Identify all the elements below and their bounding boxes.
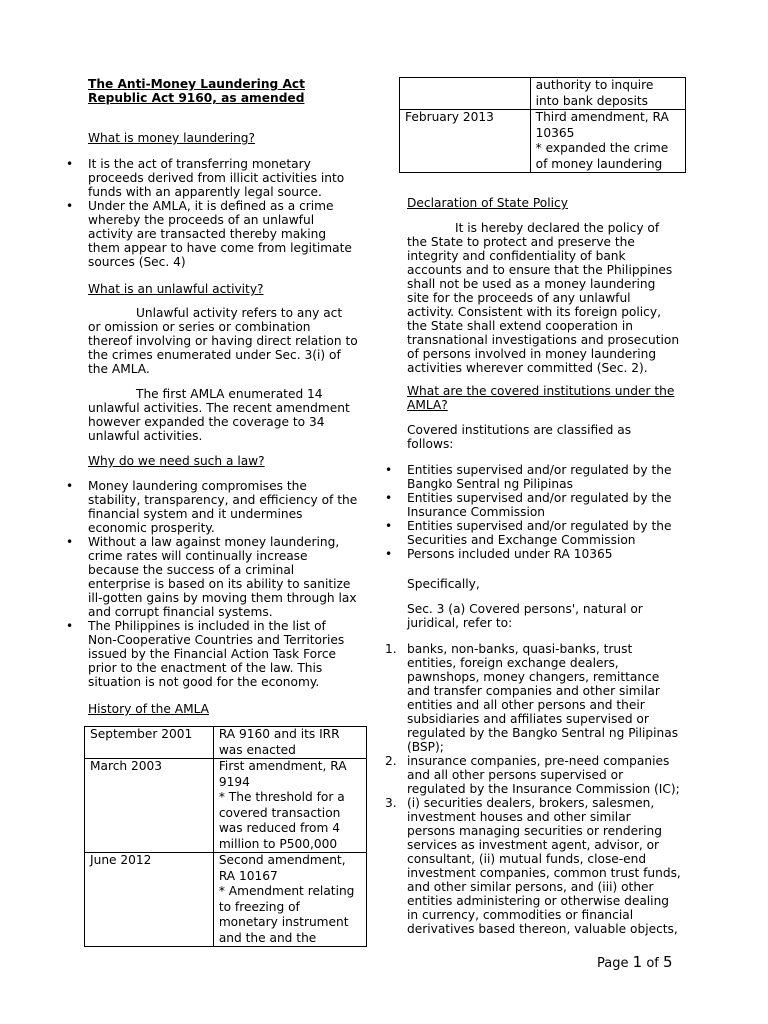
section-3a-intro: Sec. 3 (a) Covered persons', natural or juridical, refer to: [407,602,643,630]
table-row [85,727,367,759]
page-number-footer [597,955,673,971]
of-label: of [646,956,659,971]
covered-institutions-list [407,463,681,561]
list-item: • Under the AMLA, it is defined as a crime whereby the proceeds of an unlawful activity are transacted thereby making them appear to have come from legitimate sources (Sec. 4) [88,199,358,269]
table-row [400,110,686,173]
heading-why-need-law: Why do we need such a law? [88,454,265,468]
history-event: Third amendment, RA 10365 * expanded the crime of money laundering [530,110,685,173]
covered-persons-list [385,642,681,936]
list-item: • Without a law against money laundering, crime rates will continually increase because the success of a criminal enterprise is based on its ability to sanitize ill-gotten gains by moving them through lax and corrupt financial systems. [88,535,358,619]
total-pages: 5 [662,953,673,971]
list-item-text: (i) securities dealers, brokers, salesmen, investment houses and other similar persons managing securities or rendering services as investment agent, advisor, or consultant, (ii) mutual funds, close-end investment companies, common trust funds, and other similar persons, and (iii) other entities administering or otherwise dealing in currency, commodities or financial derivatives based thereon, valuable objects, [407,796,681,936]
table-row [85,759,367,853]
history-date: September 2001 [85,727,214,759]
specifically-label: Specifically, [407,577,480,591]
history-date: June 2012 [85,853,214,947]
history-event: RA 9160 and its IRR was enacted [213,727,366,759]
page-label: Page [597,956,629,971]
history-table [84,726,367,947]
heading-state-policy: Declaration of State Policy [407,196,568,210]
heading-unlawful-activity: What is an unlawful activity? [88,282,264,296]
list-number: 2. [385,754,397,768]
document-title: The Anti-Money Laundering Act Republic Act 9160, as amended [88,77,305,105]
list-item-text: insurance companies, pre-need companies and all other persons supervised or regulated by the Insurance Commission (IC); [407,754,680,796]
history-date: March 2003 [85,759,214,853]
history-event: First amendment, RA 9194 * The threshold for a covered transaction was reduced from 4 million to P500,000 [213,759,366,853]
history-event: Second amendment, RA 10167 * Amendment relating to freezing of monetary instrument and the and the [213,853,366,947]
list-number: 3. [385,796,397,810]
history-event: authority to inquire into bank deposits [530,78,685,110]
table-row [400,78,686,110]
table-row [85,853,367,947]
current-page: 1 [632,953,643,971]
list-item: • Entities supervised and/or regulated by the Securities and Exchange Commission [407,519,681,547]
history-date [400,78,531,110]
list-item [385,754,681,796]
list-item: • Money laundering compromises the stability, transparency, and efficiency of the financial system and it undermines economic prosperity. [88,479,358,535]
covered-intro: Covered institutions are classified as follows: [407,423,632,451]
list-item [385,642,681,754]
history-table-continued [399,77,686,173]
money-laundering-definition-list [88,157,358,269]
heading-what-is-money-laundering: What is money laundering? [88,131,256,145]
heading-history: History of the AMLA [88,702,209,716]
list-item: • Entities supervised and/or regulated by the Bangko Sentral ng Pilipinas [407,463,681,491]
unlawful-activity-paragraph-1: Unlawful activity refers to any act or omission or series or combination thereof involving or having direct relation to the crimes enumerated under Sec. 3(i) of the AMLA. [88,306,358,376]
list-number: 1. [385,642,397,656]
list-item: • Entities supervised and/or regulated by the Insurance Commission [407,491,681,519]
state-policy-paragraph: It is hereby declared the policy of the State to protect and preserve the integrity and confidentiality of bank accounts and to ensure that the Philippines shall not be used as a money laundering site for the proceeds of any unlawful activity. Consistent with its foreign policy, the State shall extend cooperation in transnational investigations and prosecution of persons involved in money laundering activities wherever committed (Sec. 2). [407,221,680,375]
list-item: • Persons included under RA 10365 [407,547,681,561]
history-date: February 2013 [400,110,531,173]
list-item: • The Philippines is included in the list of Non-Cooperative Countries and Territories issued by the Financial Action Task Force prior to the enactment of the law. This situation is not good for the economy. [88,619,358,689]
list-item [385,796,681,936]
list-item-text: banks, non-banks, quasi-banks, trust entities, foreign exchange dealers, pawnshops, money changers, remittance and transfer companies and other similar entities and all other persons and their subsidiaries and affiliates supervised or regulated by the Bangko Sentral ng Pilipinas (BSP); [407,642,679,754]
unlawful-activity-paragraph-2: The first AMLA enumerated 14 unlawful activities. The recent amendment however expanded the coverage to 34 unlawful activities. [88,387,350,443]
list-item: • It is the act of transferring monetary proceeds derived from illicit activities into funds with an apparently legal source. [88,157,358,199]
why-need-law-list [88,479,358,689]
heading-covered-institutions: What are the covered institutions under the AMLA? [407,384,675,412]
